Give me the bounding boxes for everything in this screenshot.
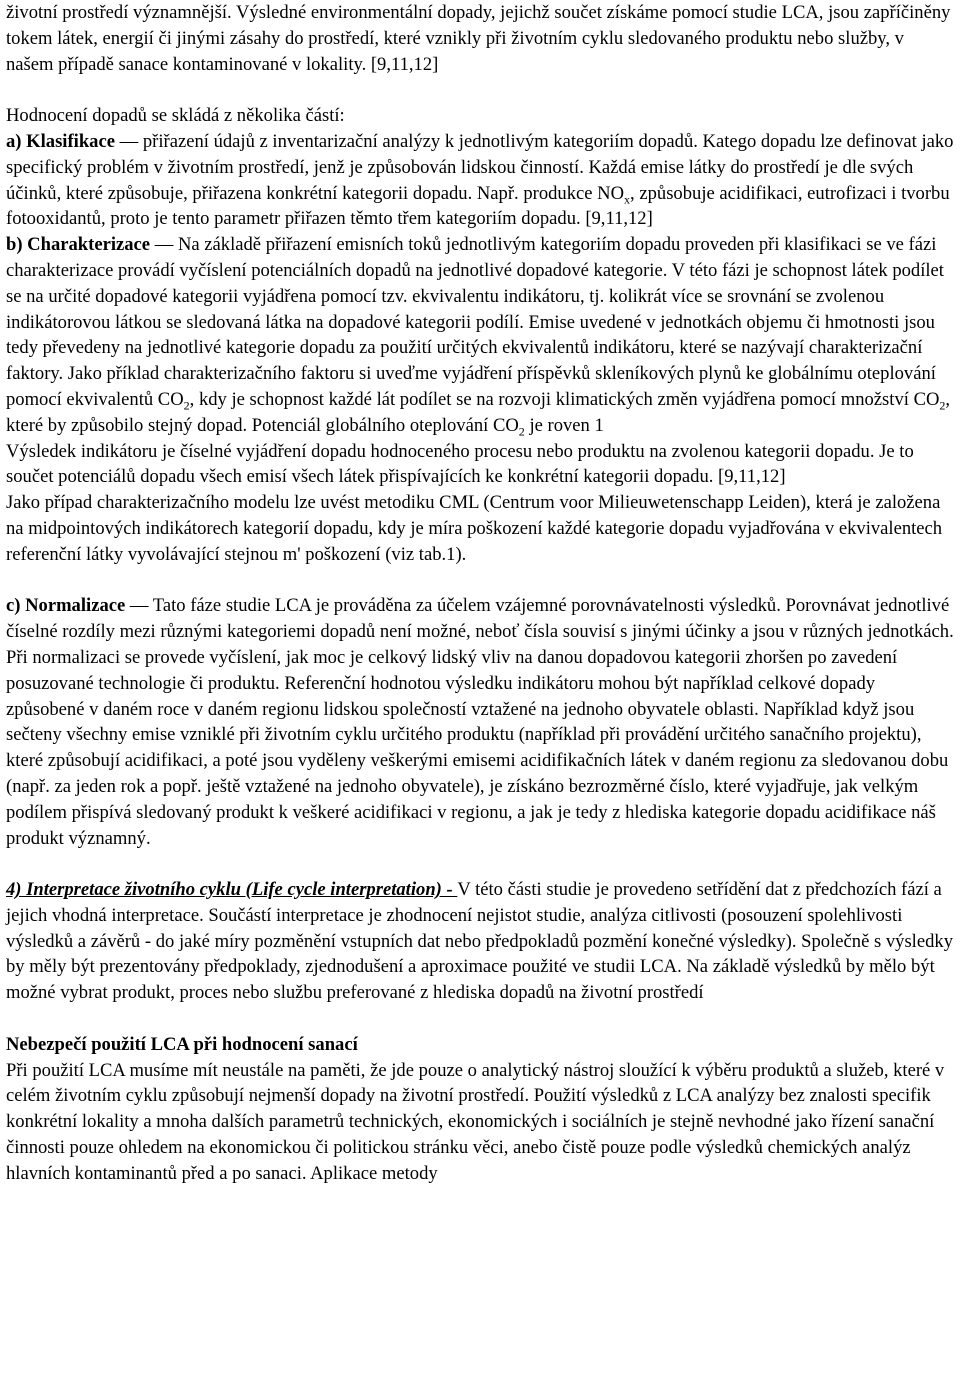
interpretation-label: 4) Interpretace životního cyklu (Life cycle interpretation) - bbox=[6, 879, 458, 901]
normalization-label: c) Normalizace bbox=[6, 595, 126, 617]
interpretation-paragraph: 4) Interpretace životního cyklu (Life cycle interpretation) - V této části studie je provedeno setřídění dat z předchozích fází a jejich vhodná interpretace. Součástí interpretace je zhodnocení nejistot studie, analýza citlivosti (posouzení spolehlivosti výsledků a závěrů - do jaké míry pozměnění vstupních dat nebo předpokladů pozmění konečné výsledky). Společně s výsledky by měly být prezentovány předpoklady, zjednodušení a aproximace použité ve studii LCA. Na základě výsledků by mělo být možné vybrat produkt, proces nebo službu preferované z hlediska dopadů na životní prostředí bbox=[6, 879, 953, 1004]
normalization-paragraph: c) Normalizace — Tato fáze studie LCA je prováděna za účelem vzájemné porovnávatelnosti výsledků. Porovnávat jednotlivé číselné rozdíly mezi různými kategoriemi dopadů není možné, neboť čísla souvisí s jinými účinky a jsou v různých jednotkách. Při normalizaci se provede vyčíslení, jak moc je celkový lidský vliv na danou dopadovou kategorii zhoršen po zavedení posuzované technologie či produktu. Referenční hodnotou výsledku indikátoru mohou být například celkové dopady způsobené v daném roce v daném regionu lidskou společností vztažené na jednoho obyvatele oblasti. Například když jsou sečteny všechny emise vzniklé při životním cyklu určitého produktu (například při provádění určitého sanačního projektu), které způsobují acidifikaci, a poté jsou vyděleny veškerými emisemi acidifikačních látek v daném regionu za sledovanou dobu (např. za jeden rok a popř. ještě vztažené na jednoho obyvatele), je získáno bezrozměrné číslo, které vyjadřuje, jak velkým podílem přispívá sledovaný produkt k veškeré acidifikaci v regionu, a jak je tedy z hlediska kategorie dopadu acidifikace náš produkt významný. bbox=[6, 595, 954, 849]
section-heading-danger: Nebezpečí použití LCA při hodnocení sanací bbox=[6, 1033, 358, 1055]
classification-paragraph: a) Klasifikace — přiřazení údajů z inventarizační analýzy k jednotlivým kategoriím dopadů. Katego dopadu lze definovat jako specifický problém v životním prostředí, jenž je způsobován lidskou činností. Každá emise látky do prostředí je dle svých účinků, které způsobuje, přiřazena konkrétní kategorii dopadu. Např. produkce $NO_x$, způsobuje acidifikaci, eutrofizaci i tvorbu fotooxidantů, proto je tento parametr přiřazen těmto třem kategoriím dopadu. [9,11,12] bbox=[6, 130, 954, 230]
impact-parts-heading: Hodnocení dopadů se skládá z několika částí: bbox=[6, 105, 345, 127]
characterization-label: b) Charakterizace bbox=[6, 234, 151, 256]
indicator-result-paragraph: Výsledek indikátoru je číselné vyjádření dopadu hodnoceného procesu nebo produktu na zvolenou kategorii dopadu. Je to součet potenciálů dopadu všech emisí všech látek přispívajících ke konkrétní kategorii dopadu. [9,11,12] bbox=[6, 440, 914, 488]
intro-paragraph: životní prostředí významnější. Výsledné environmentální dopady, jejichž součet získáme pomocí studie LCA, jsou zapříčiněny tokem látek, energií či jinými zásahy do prostředí, které vznikly při životním cyklu sledovaného produktu nebo služby, v našem případě sanace kontaminované v lokality. [9,11,12] bbox=[6, 2, 951, 75]
classification-label: a) Klasifikace bbox=[6, 130, 115, 152]
danger-paragraph: Při použití LCA musíme mít neustále na paměti, že jde pouze o analytický nástroj sloužící k výběru produktů a služeb, které v celém životním cyklu způsobují nejmenší dopady na životní prostředí. Použití výsledků z LCA analýzy bez znalosti specifik konkrétní lokality a mnoha dalších parametrů technických, ekonomických i sociálních je stejně nevhodné jako řízení sanační činnosti pouze ohledem na ekonomickou či politickou stránku věci, anebo čistě pouze podle výsledků chemických analýz hlavních kontaminantů před a po sanaci. Aplikace metody bbox=[6, 1059, 945, 1184]
characterization-paragraph: b) Charakterizace — Na základě přiřazení emisních toků jednotlivým kategoriím dopadu proveden při klasifikaci se ve fázi charakterizace provádí vyčíslení potenciálních dopadů na jednotlivé dopadové kategorie. V této fázi je schopnost látek podílet se na určité dopadové kategorii vyjádřena pomocí tzv. ekvivalentu indikátoru, tj. kolikrát více se srovnání se zvolenou indikátorovou látkou se sledovaná látka na dopadové kategorii podílí. Emise uvedené v jednotkách objemu či hmotnosti jsou tedy převedeny na jednotlivé kategorie dopadu za použití určitých ekvivalentů indikátoru, které se nazývají charakterizační faktory. Jako příklad charakterizačního faktoru si uveďme vyjádření příspěvků skleníkových plynů ke globálnímu oteplování pomocí ekvivalentů $CO_2$, kdy je schopnost každé lát podílet se na rozvoji klimatických změn vyjádřena pomocí množství $CO_2$, které by způsobilo stejný dopad. Potenciál globálního oteplování $CO_2$ je roven 1 bbox=[6, 234, 951, 439]
cml-paragraph: Jako případ charakterizačního modelu lze uvést metodiku CML (Centrum voor Milieuwetenschapp Leiden), která je založena na midpointových indikátorech kategorií dopadu, kdy je míra poškození každé kategorie dopadu vyjadřována v ekvivalentech referenční látky vyvolávající stejnou m' poškození (viz tab.1). bbox=[6, 492, 943, 565]
